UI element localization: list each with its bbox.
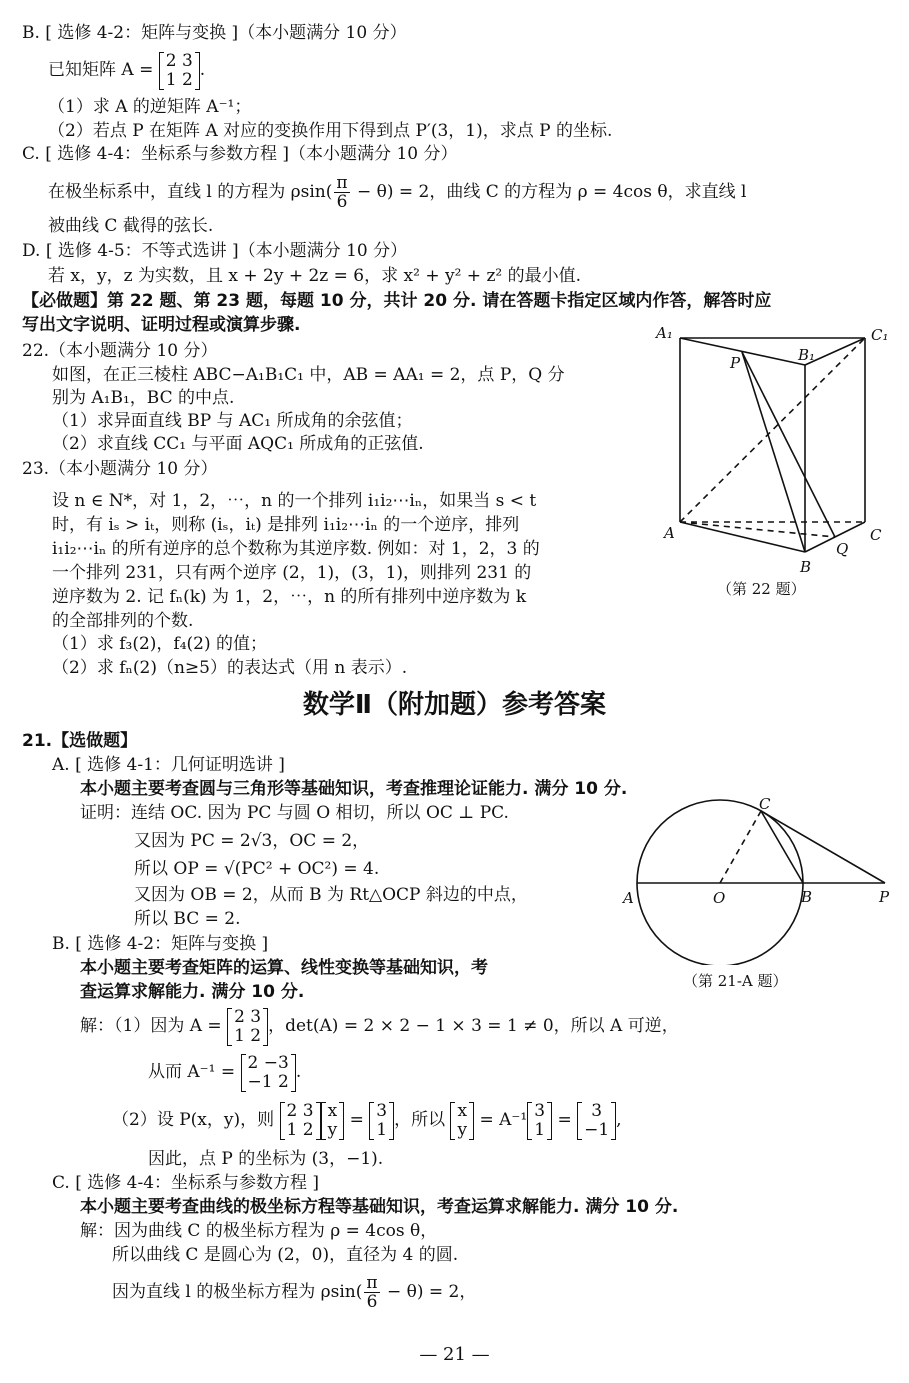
b-solution-1	[80, 1006, 679, 1046]
label-c: C	[870, 526, 882, 544]
b-solution-text: =	[557, 1110, 572, 1130]
label-a1: A₁	[656, 324, 673, 342]
hidden-segment-ac1	[680, 338, 865, 522]
segment-bc	[761, 811, 803, 883]
label-c: C	[759, 795, 771, 813]
vector-entry: −1	[584, 1119, 610, 1140]
q22-line: 如图，在正三棱柱 ABC−A₁B₁C₁ 中，AB = AA₁ = 2，点 P，Q 分	[52, 365, 565, 385]
matrix-row: 1 2	[165, 69, 193, 90]
d-problem-text: 若 x，y，z 为实数，且 x + 2y + 2z = 6，求 x² + y² + z² 的最小值.	[48, 266, 582, 286]
label-q: Q	[836, 540, 849, 558]
b-solution-text: ，det(A) = 2 × 2 − 1 × 3 = 1 ≠ 0，所以 A 可逆，	[268, 1016, 679, 1036]
vector-xy	[321, 1102, 345, 1140]
c-solution-line: 所以曲线 C 是圆心为 (2，0)，直径为 4 的圆.	[112, 1245, 459, 1265]
q22-question-2: （2）求直线 CC₁ 与平面 AQC₁ 所成角的正弦值.	[52, 434, 424, 454]
tangent-pc	[761, 811, 885, 883]
edge-ab	[680, 522, 805, 552]
circle-tangent-figure	[615, 795, 905, 965]
q23-heading: 23.（本小题满分 10 分）	[22, 459, 218, 479]
a-proof-line: 证明：连结 OC. 因为 PC 与圆 O 相切，所以 OC ⊥ PC.	[80, 803, 509, 823]
b-given-line: 已知矩阵 A = 2 3 1 2 .	[48, 50, 206, 90]
q22-heading: 22.（本小题满分 10 分）	[22, 341, 218, 361]
label-p: P	[730, 354, 741, 372]
label-o: O	[713, 889, 726, 907]
figure-22-caption: （第 22 题）	[717, 580, 806, 598]
q23-line: 一个排列 231，只有两个逆序 (2，1)，(3，1)，则排列 231 的	[52, 563, 532, 583]
matrix-a	[280, 1102, 321, 1140]
label-c1: C₁	[871, 326, 889, 344]
b-question-1: （1）求 A 的逆矩阵 A⁻¹；	[48, 97, 252, 117]
required-instructions-1: 【必做题】第 22 题、第 23 题，每题 10 分，共计 20 分. 请在答题卡指定区域内作答，解答时应	[22, 291, 772, 311]
a-proof-line: 又因为 OB = 2，从而 B 为 Rt△OCP 斜边的中点，	[134, 885, 528, 905]
a-proof-line: 又因为 PC = 2√3，OC = 2，	[134, 831, 370, 851]
c-problem-heading: C. [ 选修 4-4：坐标系与参数方程 ]（本小题满分 10 分）	[22, 144, 458, 164]
b-problem-heading: B. [ 选修 4-2：矩阵与变换 ]（本小题满分 10 分）	[22, 23, 407, 43]
label-b: B	[800, 558, 812, 576]
b-solution-text: ，所以	[394, 1110, 446, 1130]
figure-21a-caption: （第 21-A 题）	[683, 972, 788, 990]
vector-entry: 3	[376, 1100, 388, 1121]
edge-a1b1	[680, 338, 805, 365]
fraction-denominator: 6	[366, 1292, 378, 1312]
b-answer-heading: B. [ 选修 4-2：矩阵与变换 ]	[52, 934, 269, 954]
c-text-pre: 在极坐标系中，直线 l 的方程为 ρsin(	[48, 182, 333, 202]
page-number: — 21 —	[419, 1344, 490, 1365]
vector-entry: 1	[534, 1119, 546, 1140]
c-problem-line	[48, 172, 746, 212]
matrix-a	[227, 1008, 268, 1046]
vector-entry: x	[327, 1100, 338, 1121]
vector-xy	[450, 1102, 474, 1140]
q22-question-1: （1）求异面直线 BP 与 AC₁ 所成角的余弦值；	[52, 411, 413, 431]
matrix-row: −1 2	[247, 1071, 289, 1092]
vector-entry: y	[457, 1119, 468, 1140]
matrix-row: 2 −3	[247, 1052, 289, 1073]
b-solution-text: （2）设 P(x，y)，则	[112, 1110, 275, 1130]
fraction-numerator: π	[366, 1273, 378, 1293]
vector-entry: y	[327, 1119, 338, 1140]
q21-heading: 21.【选做题】	[22, 731, 138, 751]
answer-title: 数学Ⅱ（附加题）参考答案	[302, 690, 607, 720]
pi-over-6-fraction	[364, 1274, 379, 1311]
q23-line: 的全部排列的个数.	[52, 611, 194, 631]
q23-question-1: （1）求 f₃(2)，f₄(2) 的值；	[52, 634, 267, 654]
label-p: P	[879, 888, 890, 906]
b-solution-text: = A⁻¹	[479, 1110, 528, 1130]
required-instructions-2: 写出文字说明、证明过程或演算步骤.	[22, 315, 301, 335]
fraction-denominator: 6	[336, 192, 348, 212]
vector-entry: 3	[591, 1100, 603, 1121]
label-b: B	[801, 888, 813, 906]
segment-pq	[742, 352, 835, 537]
b-given-text: 已知矩阵 A =	[48, 60, 154, 80]
q23-question-2: （2）求 fₙ(2)（n≥5）的表达式（用 n 表示）.	[52, 658, 408, 678]
vector-entry: 3	[534, 1100, 546, 1121]
b-answer-intro: 查运算求解能力. 满分 10 分.	[80, 982, 305, 1002]
b-solution-text: =	[349, 1110, 364, 1130]
vector-result	[577, 1102, 616, 1140]
c-solution-text: − θ) = 2，	[381, 1282, 477, 1302]
vector-entry: 1	[376, 1119, 388, 1140]
c-answer-heading: C. [ 选修 4-4：坐标系与参数方程 ]	[52, 1173, 320, 1193]
vector-entry: x	[457, 1100, 468, 1121]
dashed-segment-oc	[720, 811, 761, 883]
prism-figure	[650, 320, 900, 600]
label-a: A	[664, 524, 675, 542]
b-solution-2: 从而 A⁻¹ = 2 −3 −1 2 .	[148, 1052, 302, 1092]
hidden-segment-aq	[680, 522, 835, 537]
matrix-row: 1 2	[234, 1025, 262, 1046]
q23-line: 设 n ∈ N*，对 1，2，⋯，n 的一个排列 i₁i₂⋯iₙ，如果当 s < t	[52, 491, 537, 511]
matrix-a-inverse	[241, 1054, 296, 1092]
c-solution-text: 因为直线 l 的极坐标方程为 ρsin(	[112, 1282, 363, 1302]
vector-31	[369, 1102, 394, 1140]
pi-over-6-fraction	[334, 174, 349, 211]
b-question-2: （2）若点 P 在矩阵 A 对应的变换作用下得到点 P′(3，1)，求点 P 的坐标.	[48, 121, 613, 141]
q23-line: 逆序数为 2. 记 fₙ(k) 为 1，2，⋯，n 的所有排列中逆序数为 k	[52, 587, 527, 607]
a-intro: 本小题主要考查圆与三角形等基础知识，考查推理论证能力. 满分 10 分.	[80, 779, 628, 799]
fraction-numerator: π	[336, 173, 348, 193]
b-solution-text: 解：（1）因为 A =	[80, 1016, 222, 1036]
label-b1: B₁	[798, 346, 816, 364]
a-proof-line: 所以 OP = √(PC² + OC²) = 4.	[134, 859, 380, 879]
c-solution-line: 解：因为曲线 C 的极坐标方程为 ρ = 4cos θ，	[80, 1221, 438, 1241]
c-solution-line	[112, 1272, 476, 1312]
b-solution-4: 因此，点 P 的坐标为 (3，−1).	[148, 1149, 384, 1169]
a-proof-line: 所以 BC = 2.	[134, 909, 241, 929]
a-heading: A. [ 选修 4-1：几何证明选讲 ]	[52, 755, 285, 775]
vector-31	[527, 1102, 552, 1140]
d-problem-heading: D. [ 选修 4-5：不等式选讲 ]（本小题满分 10 分）	[22, 241, 408, 261]
c-answer-intro: 本小题主要考查曲线的极坐标方程等基础知识，考查运算求解能力. 满分 10 分.	[80, 1197, 679, 1217]
matrix-row: 1 2	[286, 1119, 314, 1140]
c-problem-line-2: 被曲线 C 截得的弦长.	[48, 216, 214, 236]
q23-line: 时，有 iₛ > iₜ，则称 (iₛ，iₜ) 是排列 i₁i₂⋯iₙ 的一个逆序，排列	[52, 515, 520, 535]
b-given-matrix	[159, 52, 200, 90]
q22-line: 别为 A₁B₁，BC 的中点.	[52, 388, 235, 408]
matrix-row: 2 3	[165, 50, 193, 71]
label-a: A	[623, 889, 634, 907]
c-text-post: − θ) = 2，曲线 C 的方程为 ρ = 4cos θ，求直线 l	[351, 182, 747, 202]
matrix-row: 2 3	[234, 1006, 262, 1027]
q23-line: i₁i₂⋯iₙ 的所有逆序的总个数称为其逆序数. 例如：对 1，2，3 的	[52, 539, 540, 559]
b-solution-3: （2）设 P(x，y)，则 2 3 1 2 x y = 3 1 ，所以 x y = A⁻¹ 3 1 = 3 −1 ,	[112, 1100, 622, 1140]
matrix-row: 2 3	[286, 1100, 314, 1121]
b-answer-intro: 本小题主要考查矩阵的运算、线性变换等基础知识，考	[80, 958, 488, 978]
b-solution-text: 从而 A⁻¹ =	[148, 1062, 236, 1082]
